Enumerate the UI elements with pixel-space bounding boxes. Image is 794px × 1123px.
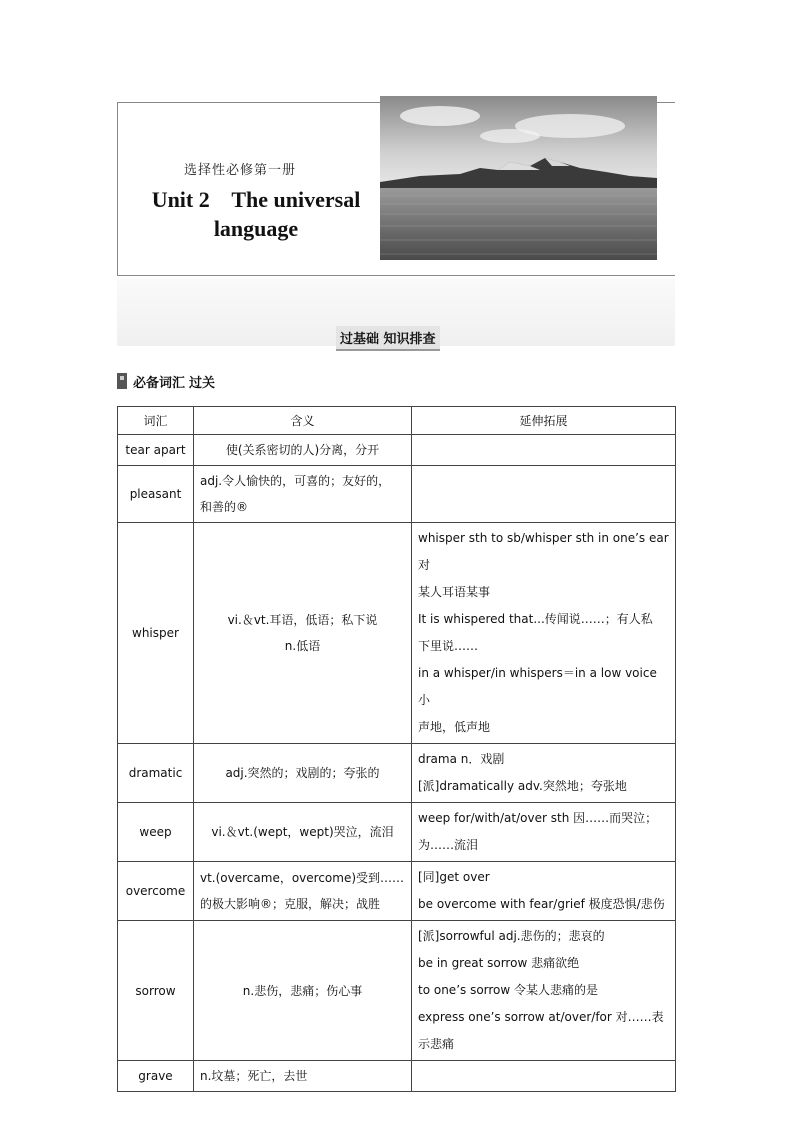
unit-title-line-2: language bbox=[213, 216, 299, 241]
meaning-line: adj.突然的；戏剧的；夸张的 bbox=[225, 766, 380, 780]
meaning-cell bbox=[194, 466, 412, 523]
extension-line: [派]sorrowful adj.悲伤的；悲哀的 bbox=[418, 929, 605, 943]
table-row bbox=[118, 466, 676, 523]
meaning-cell bbox=[194, 435, 412, 466]
extension-cell bbox=[412, 466, 676, 523]
meaning-cell bbox=[194, 921, 412, 1061]
meaning-cell bbox=[194, 862, 412, 921]
meaning-line: n.低语 bbox=[284, 639, 321, 653]
section-heading bbox=[117, 370, 215, 392]
meaning-cell bbox=[194, 523, 412, 744]
unit-banner bbox=[117, 102, 675, 276]
extension-line: [派]dramatically adv.突然地；夸张地 bbox=[418, 779, 627, 793]
meaning-line: adj.令人愉快的，可喜的；友好的， bbox=[200, 474, 391, 488]
meaning-line: 和善的® bbox=[200, 500, 249, 514]
extension-cell bbox=[412, 862, 676, 921]
word-cell: grave bbox=[118, 1061, 194, 1092]
table-row bbox=[118, 435, 676, 466]
table-row bbox=[118, 803, 676, 862]
section-subtitle: 过关 bbox=[189, 375, 216, 391]
bookmark-icon bbox=[117, 373, 127, 389]
meaning-cell bbox=[194, 1061, 412, 1092]
extension-line: 某人耳语某事 bbox=[418, 585, 491, 599]
extension-cell bbox=[412, 921, 676, 1061]
band-label: 过基础 知识排查 bbox=[336, 326, 440, 351]
extension-line: drama n．戏剧 bbox=[418, 752, 505, 766]
word-cell: sorrow bbox=[118, 921, 194, 1061]
extension-line: It is whispered that...传闻说……；有人私 bbox=[418, 612, 653, 626]
extension-cell bbox=[412, 1061, 676, 1092]
extension-line: be overcome with fear/grief 极度恐惧/悲伤 bbox=[418, 897, 665, 911]
extension-cell bbox=[412, 744, 676, 803]
header-extension: 延伸拓展 bbox=[412, 407, 676, 435]
word-cell: tear apart bbox=[118, 435, 194, 466]
meaning-line: 使(关系密切的人)分离，分开 bbox=[225, 443, 380, 457]
meaning-line: vi.＆vt.耳语，低语；私下说 bbox=[227, 613, 378, 627]
extension-line: 下里说…… bbox=[418, 639, 479, 653]
word-cell: pleasant bbox=[118, 466, 194, 523]
extension-line: express one’s sorrow at/over/for 对……表 bbox=[418, 1010, 664, 1024]
vocabulary-table bbox=[117, 406, 676, 1092]
table-row bbox=[118, 921, 676, 1061]
header-meaning: 含义 bbox=[194, 407, 412, 435]
meaning-line: n.坟墓；死亡，去世 bbox=[200, 1069, 308, 1083]
meaning-line: 的极大影响®；克服，解决；战胜 bbox=[200, 897, 381, 911]
extension-line: to one’s sorrow 令某人悲痛的是 bbox=[418, 983, 599, 997]
meaning-line: vi.＆vt.(wept，wept)哭泣，流泪 bbox=[211, 825, 394, 839]
extension-line: whisper sth to sb/whisper sth in one’s ear 对 bbox=[418, 531, 669, 572]
extension-line: 示悲痛 bbox=[418, 1037, 455, 1051]
meaning-cell bbox=[194, 803, 412, 862]
table-row bbox=[118, 744, 676, 803]
lake-mountain-photo bbox=[380, 96, 657, 260]
table-row bbox=[118, 862, 676, 921]
extension-line: in a whisper/in whispers＝in a low voice 小 bbox=[418, 666, 657, 707]
extension-line: 为……流泪 bbox=[418, 838, 479, 852]
meaning-cell bbox=[194, 744, 412, 803]
extension-line: [同]get over bbox=[418, 870, 490, 884]
extension-cell bbox=[412, 803, 676, 862]
table-header-row bbox=[118, 407, 676, 435]
table-row bbox=[118, 1061, 676, 1092]
unit-title bbox=[131, 185, 381, 243]
table-row bbox=[118, 523, 676, 744]
extension-line: weep for/with/at/over sth 因……而哭泣； bbox=[418, 811, 658, 825]
extension-cell bbox=[412, 435, 676, 466]
meaning-line: vt.(overcame，overcome)受到…… bbox=[200, 871, 405, 885]
book-name: 选择性必修第一册 bbox=[184, 163, 297, 178]
extension-cell bbox=[412, 523, 676, 744]
extension-line: 声地，低声地 bbox=[418, 720, 491, 734]
meaning-line: n.悲伤，悲痛；伤心事 bbox=[242, 983, 363, 998]
header-word: 词汇 bbox=[118, 407, 194, 435]
word-cell: weep bbox=[118, 803, 194, 862]
word-cell: dramatic bbox=[118, 744, 194, 803]
extension-line: be in great sorrow 悲痛欲绝 bbox=[418, 956, 580, 970]
unit-title-line-1: Unit 2 The universal bbox=[151, 187, 361, 212]
section-title: 必备词汇 bbox=[133, 375, 186, 391]
word-cell: whisper bbox=[118, 523, 194, 744]
word-cell: overcome bbox=[118, 862, 194, 921]
